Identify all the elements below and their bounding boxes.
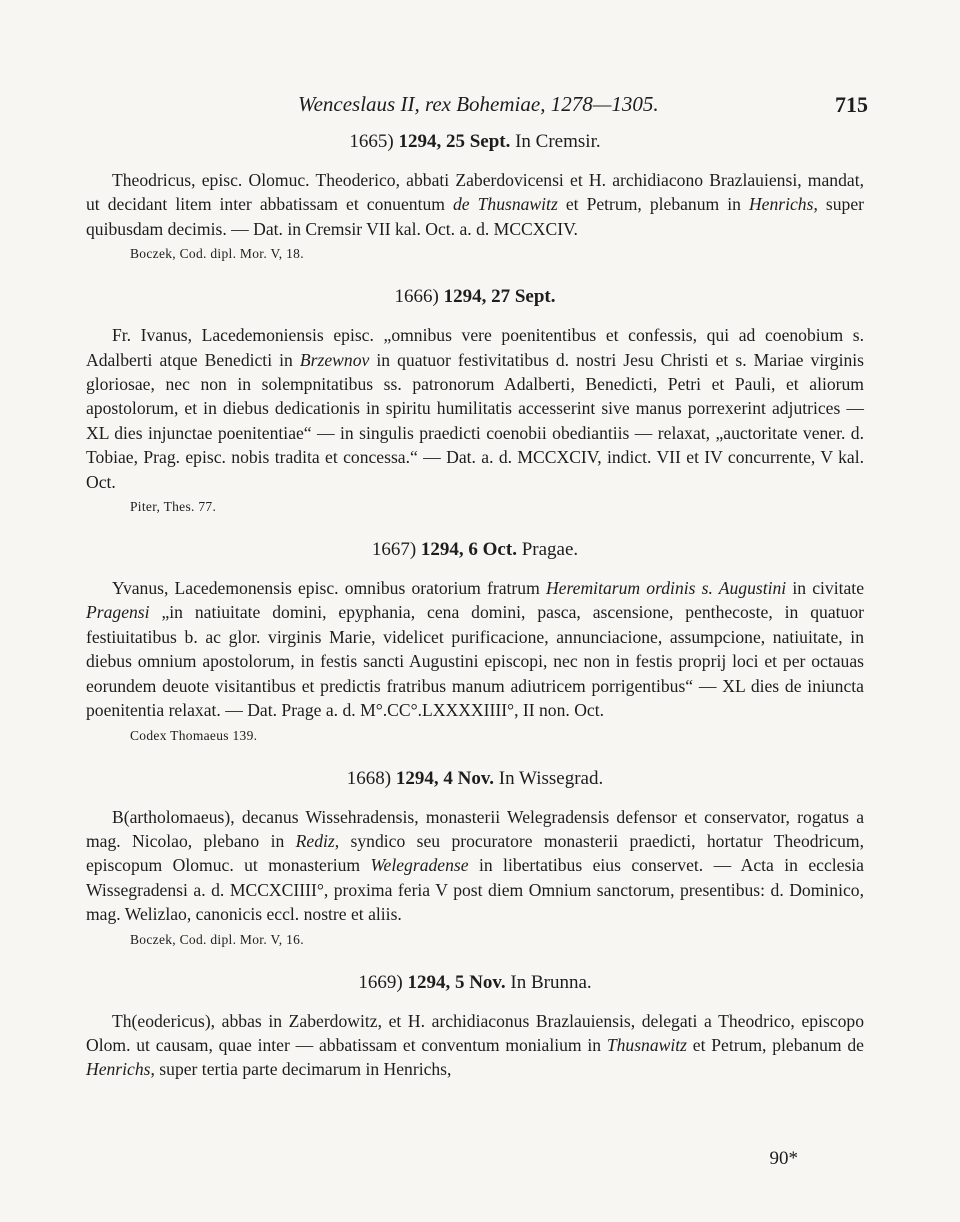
entry-heading [86, 285, 864, 309]
entry-heading [86, 538, 864, 562]
entry-number: 1667) [371, 539, 417, 561]
entry-source: Boczek, Cod. dipl. Mor. V, 18. [130, 246, 304, 262]
entry-number: 1668) [346, 767, 392, 789]
entry-place: In Cremsir. [515, 131, 601, 152]
entry-heading [86, 971, 864, 995]
entry-source: Codex Thomaeus 139. [130, 727, 258, 743]
entry-place: In Wissegrad. [498, 767, 604, 789]
entry-date: 1294, 6 Oct. [420, 539, 517, 561]
entry-source: Boczek, Cod. dipl. Mor. V, 16. [130, 931, 304, 947]
entry-text: Th(eodericus), abbas in Zaberdowitz, et H. archidiaconus Brazlauiensis, delegati a Theodrico, episcopo Olom. ut causam, quae inter — abbatissam et conventum monialium in Thusnawitz et Petrum, plebanum de Henrichs, super tertia parte decimarum in Henrichs, [86, 1010, 864, 1080]
entry-place: In Brunna. [510, 971, 592, 993]
running-title: Wenceslaus II, rex Bohemiae, 1278—1305. [298, 92, 659, 116]
signature-mark: 90* [769, 1148, 798, 1169]
entry-heading [86, 130, 864, 154]
entry-date: 1294, 25 Sept. [398, 131, 511, 152]
entry-text: Yvanus, Lacedemonensis episc. omnibus oratorium fratrum Heremitarum ordinis s. Augustini in civitate Pragensi „in natiuitate domini, epyphania, cena domini, pasca, ascensione, penthecoste, in quatuor festiuitatibus b. ac glor. virginis Marie, videlicet purificacione, annunciacione, assumpcione, natiuitate, in diebus omnium apostolorum, in festis sancti Augustini episcopi, nec non in festis proprij loci et per octauas eorundem deuote visitantibus et predictis fratribus manum adiutricem porrigentibus“ — XL dies de iniuncta poenitentia relaxat. — Dat. Prage a. d. M°.CC°.LXXXXIIII°, II non. Oct. [86, 578, 865, 721]
running-head [86, 88, 868, 117]
entry-place: Pragae. [521, 539, 579, 561]
entry-text: Theodricus, episc. Olomuc. Theoderico, abbati Zaberdovicensi et H. archidiacono Brazlauiensi, mandat, ut decidant litem inter abbatissam et conuentum de Thusnawitz et Petrum, plebanum in Henrichs, super quibusdam decimis. — Dat. in Cremsir VII kal. Oct. a. d. MCCXCIV. [86, 170, 864, 239]
entry-text: Fr. Ivanus, Lacedemoniensis episc. „omnibus vere poenitentibus et confessis, qui ad coenobium s. Adalberti atque Benedicti in Brzewnov in quatuor festivitatibus d. nostri Jesu Christi et s. Mariae virginis gloriosae, nec non in solempnitatibus ss. patronorum Adalberti, Benedicti, Petri et Pauli, et aliorum apostolorum, et in diebus dedicationis in spiritu humilitatis accesserint sive manus porrexerint adjutrices — XL dies injunctae poenitentiae“ — in singulis praedicti coenobii obediantiis — relaxat, „auctoritate vener. d. Tobiae, Prag. episc. nobis tradita et concessa.“ — Dat. a. d. MCCXCIV, indict. VII et IV concurrente, V kal. Oct. [86, 325, 864, 492]
entry-date: 1294, 27 Sept. [443, 286, 556, 308]
entry-date: 1294, 4 Nov. [395, 767, 495, 789]
entry-source: Piter, Thes. 77. [130, 499, 217, 515]
entry-number: 1666) [394, 286, 439, 308]
entry-heading [86, 767, 864, 791]
entry-number: 1665) [349, 131, 394, 152]
entry-date: 1294, 5 Nov. [407, 971, 506, 993]
page-number: 715 [835, 92, 868, 117]
entry-text: B(artholomaeus), decanus Wissehradensis, monasterii Welegradensis defensor et conservator, rogatus a mag. Nicolao, plebano in Rediz, syndico seu procuratore monasterii praedicti, hortatur Theodricum, episcopum Olomuc. ut monasterium Welegradense in libertatibus eius conservet. — Acta in ecclesia Wissegradensi a. d. MCCXCIIII°, proxima feria V post diem Omnium sanctorum, presentibus: d. Dominico, mag. Welizlao, canonicis eccl. nostre et aliis. [86, 806, 864, 925]
entry-number: 1669) [358, 971, 403, 993]
